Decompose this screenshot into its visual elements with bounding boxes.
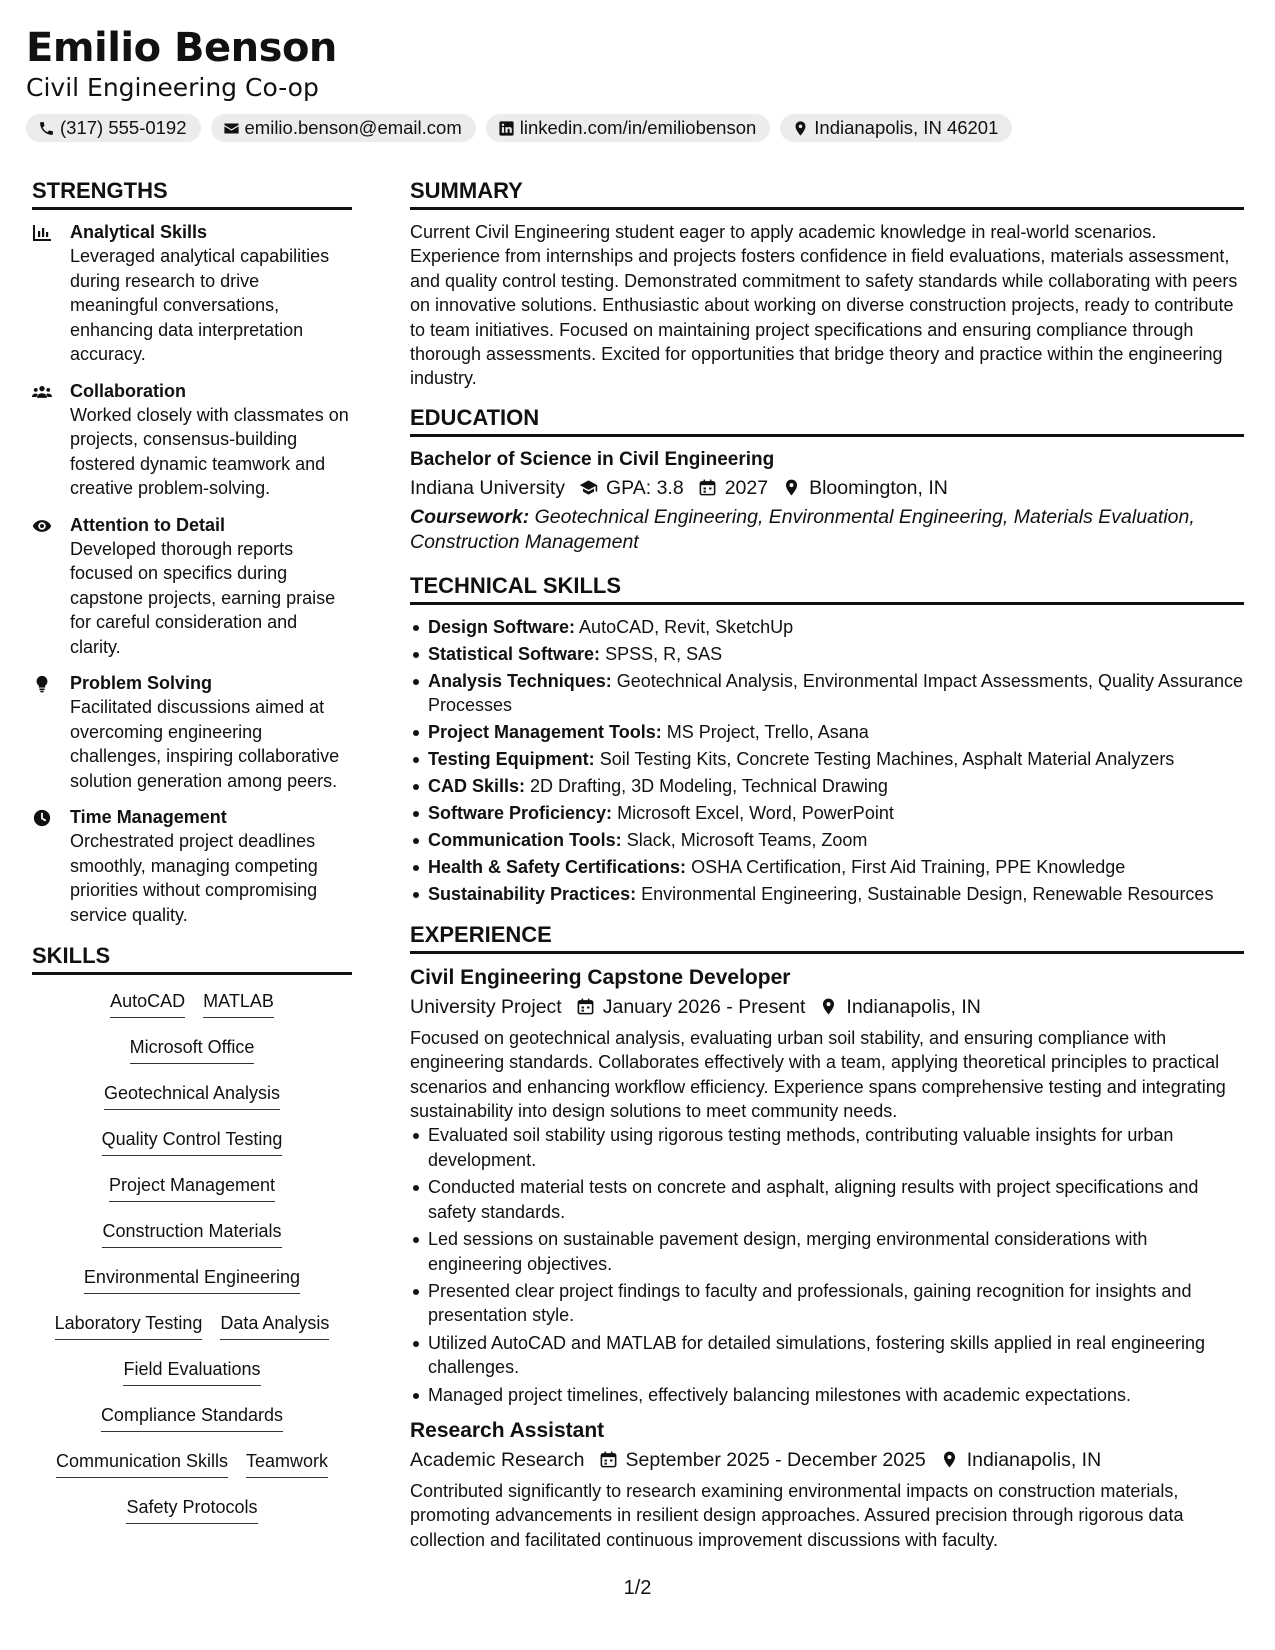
education-year: 2027 <box>724 476 769 499</box>
contact-linkedin-text: linkedin.com/in/emiliobenson <box>519 117 757 138</box>
map-pin-icon <box>819 997 838 1016</box>
education-coursework <box>410 505 1244 555</box>
calendar-icon <box>599 1450 618 1469</box>
education-meta <box>410 473 1244 503</box>
skill-tag: Data Analysis <box>220 1311 329 1340</box>
contact-location-text: Indianapolis, IN 46201 <box>814 117 999 138</box>
technical-skill-item <box>410 774 1244 798</box>
map-pin-icon <box>940 1450 959 1469</box>
calendar-icon <box>698 478 717 497</box>
phone-icon <box>38 120 55 137</box>
strength-desc: Developed thorough reports focused on specifics during capstone projects, earning praise for careful consideration and clarity. <box>70 538 336 657</box>
job-meta <box>410 1445 1244 1475</box>
contact-phone[interactable] <box>26 114 201 142</box>
experience-heading: EXPERIENCE <box>410 920 1244 954</box>
job-organization: University Project <box>410 995 562 1018</box>
job-bullet: Presented clear project findings to faculty and professionals, gaining recognition for insights and presentation style. <box>410 1279 1244 1328</box>
technical-skill-value: Environmental Engineering, Sustainable Design, Renewable Resources <box>641 883 1214 904</box>
skill-tag: Laboratory Testing <box>55 1311 203 1340</box>
education-location: Bloomington, IN <box>809 476 948 499</box>
job-bullet: Led sessions on sustainable pavement design, merging environmental considerations with engineering objectives. <box>410 1227 1244 1276</box>
job-bullet: Evaluated soil stability using rigorous testing methods, contributing valuable insights for urban development. <box>410 1123 1244 1172</box>
technical-skill-item <box>410 720 1244 744</box>
summary-text: Current Civil Engineering student eager to apply academic knowledge in real-world scenarios. Experience from internships and projects fosters confidence in field evaluations, materials assessment, and quality control testing. Demonstrated commitment to safety standards while collaborating with peers on innovative solutions. Enthusiastic about working on diverse construction projects, ready to contribute to team initiatives. Focused on maintaining project specifications and ensuring compliance through thorough assessments. Excited for opportunities that bridge theory and practice within the engineering industry. <box>410 222 1238 389</box>
contact-linkedin[interactable] <box>486 114 771 142</box>
lightbulb-icon <box>32 675 52 693</box>
technical-skill-value: Geotechnical Analysis, Environmental Impact Assessments, Quality Assurance Processes <box>428 670 1244 715</box>
skill-tag: Field Evaluations <box>123 1357 260 1386</box>
candidate-headline: Civil Engineering Co-op <box>26 73 319 102</box>
education-gpa: GPA: 3.8 <box>606 476 684 499</box>
skills-heading: SKILLS <box>32 941 352 975</box>
technical-skill-value: MS Project, Trello, Asana <box>666 721 869 742</box>
coursework-text: Geotechnical Engineering, Environmental Engineering, Materials Evaluation, Construction Management <box>410 505 1195 553</box>
resume-header <box>26 22 1246 142</box>
technical-skill-item <box>410 615 1244 639</box>
envelope-icon <box>223 120 240 137</box>
technical-skill-value: AutoCAD, Revit, SketchUp <box>579 616 794 637</box>
strength-title: Time Management <box>70 807 227 827</box>
education-degree: Bachelor of Science in Civil Engineering <box>410 448 775 470</box>
job-title: Civil Engineering Capstone Developer <box>410 965 791 989</box>
strength-title: Attention to Detail <box>70 514 225 535</box>
contact-bar <box>26 114 1246 142</box>
bar-chart-icon <box>32 224 52 242</box>
coursework-label: Coursework: <box>410 505 530 528</box>
technical-skill-value: Microsoft Excel, Word, PowerPoint <box>617 802 894 823</box>
eye-icon <box>32 517 52 535</box>
job-dates: September 2025 - December 2025 <box>625 1448 926 1471</box>
strength-desc: Facilitated discussions aimed at overcoming engineering challenges, inspiring collaborative solution generation among peers. <box>70 697 340 791</box>
strength-item <box>32 805 352 927</box>
technical-skill-label: Sustainability Practices: <box>428 883 637 904</box>
technical-skill-label: Software Proficiency: <box>428 802 613 823</box>
technical-skill-label: Statistical Software: <box>428 643 601 664</box>
job-description: Contributed significantly to research examining environmental impacts on construction materials, promoting advancements in resilient design approaches. Assured precision through rigorous data collection and facilitated continuous improvement discussions with faculty. <box>410 1480 1184 1550</box>
strength-title: Analytical Skills <box>70 222 208 242</box>
job-bullet: Managed project timelines, effectively balancing milestones with academic expectations. <box>410 1383 1244 1407</box>
job-bullet: Utilized AutoCAD and MATLAB for detailed simulations, fostering skills applied in real engineering challenges. <box>410 1331 1244 1380</box>
technical-skill-label: Design Software: <box>428 616 576 637</box>
left-column <box>32 176 352 1541</box>
skill-tag: Safety Protocols <box>126 1495 257 1524</box>
technical-skill-label: Health & Safety Certifications: <box>428 856 687 877</box>
users-icon <box>32 383 52 401</box>
technical-skill-item <box>410 669 1244 717</box>
skill-tag: Communication Skills <box>56 1449 228 1478</box>
map-pin-icon <box>792 120 809 137</box>
skill-tag: Construction Materials <box>102 1219 281 1248</box>
job-title: Research Assistant <box>410 1418 605 1442</box>
education-school: Indiana University <box>410 476 565 499</box>
technical-skills-list <box>410 615 1244 906</box>
technical-skill-label: Analysis Techniques: <box>428 670 612 691</box>
map-pin-icon <box>782 478 801 497</box>
technical-skill-label: Project Management Tools: <box>428 721 662 742</box>
technical-skill-value: 2D Drafting, 3D Modeling, Technical Drawing <box>530 775 888 796</box>
strength-item <box>32 379 352 501</box>
skill-tag: Compliance Standards <box>101 1403 283 1432</box>
skill-tag: AutoCAD <box>110 989 185 1018</box>
skill-tag: Teamwork <box>246 1449 328 1478</box>
strength-item <box>32 513 352 660</box>
technical-skill-item <box>410 882 1244 906</box>
job-meta <box>410 992 1244 1022</box>
strengths-heading: STRENGTHS <box>32 176 352 210</box>
contact-email-text: emilio.benson@email.com <box>244 117 462 138</box>
experience-list <box>410 964 1244 1552</box>
skill-tag: Microsoft Office <box>130 1035 255 1064</box>
technical-skill-value: SPSS, R, SAS <box>605 643 723 664</box>
technical-skill-value: Soil Testing Kits, Concrete Testing Machines, Asphalt Material Analyzers <box>599 748 1175 769</box>
strength-desc: Leveraged analytical capabilities during research to drive meaningful conversations, enhancing data interpretation accuracy. <box>70 246 330 364</box>
technical-skill-label: Testing Equipment: <box>428 748 595 769</box>
technical-skills-heading: TECHNICAL SKILLS <box>410 571 1244 605</box>
technical-skill-item <box>410 747 1244 771</box>
strength-title: Collaboration <box>70 380 186 401</box>
skill-tag: Geotechnical Analysis <box>104 1081 280 1110</box>
contact-email[interactable] <box>211 114 476 142</box>
job-dates: January 2026 - Present <box>602 995 806 1018</box>
candidate-name: Emilio Benson <box>26 25 337 71</box>
strength-desc: Orchestrated project deadlines smoothly, managing competing priorities without compromising service quality. <box>70 831 318 925</box>
job-description: Focused on geotechnical analysis, evaluating urban soil stability, and ensuring compliance with engineering standards. Collaborates effectively with a team, applying theoretical principles to practical scenarios and enhancing workflow efficiency. Experience spans comprehensive testing and integrating sustainability into design solutions to meet community needs. <box>410 1027 1226 1122</box>
experience-entry <box>410 964 1244 1407</box>
strength-item <box>32 220 352 367</box>
job-location: Indianapolis, IN <box>846 995 981 1018</box>
job-location: Indianapolis, IN <box>966 1448 1102 1471</box>
summary-heading: SUMMARY <box>410 176 1244 210</box>
strength-item <box>32 671 352 793</box>
strength-desc: Worked closely with classmates on projects, consensus-building fostered dynamic teamwork and creative problem-solving. <box>70 404 349 498</box>
skill-tag: MATLAB <box>203 989 274 1018</box>
technical-skill-item <box>410 801 1244 825</box>
job-bullet: Conducted material tests on concrete and asphalt, aligning results with project specifications and safety standards. <box>410 1175 1244 1224</box>
contact-phone-text: (317) 555-0192 <box>60 117 187 138</box>
technical-skill-label: Communication Tools: <box>428 829 622 850</box>
right-column <box>410 176 1244 1552</box>
job-organization: Academic Research <box>410 1448 585 1471</box>
job-bullets <box>410 1123 1244 1406</box>
technical-skill-item <box>410 828 1244 852</box>
page-indicator: 1/2 <box>623 1577 652 1599</box>
linkedin-icon <box>498 120 515 137</box>
technical-skill-label: CAD Skills: <box>428 775 526 796</box>
skills-list <box>32 985 352 1541</box>
graduation-cap-icon <box>579 478 598 497</box>
technical-skill-value: OSHA Certification, First Aid Training, PPE Knowledge <box>691 856 1126 877</box>
contact-location <box>780 114 1012 142</box>
strength-title: Problem Solving <box>70 673 213 693</box>
education-heading: EDUCATION <box>410 403 1244 437</box>
experience-entry <box>410 1417 1244 1552</box>
technical-skill-item <box>410 642 1244 666</box>
technical-skill-value: Slack, Microsoft Teams, Zoom <box>626 829 868 850</box>
clock-icon <box>32 809 52 827</box>
calendar-icon <box>576 997 595 1016</box>
technical-skill-item <box>410 855 1244 879</box>
skill-tag: Quality Control Testing <box>102 1127 283 1156</box>
skill-tag: Project Management <box>109 1173 275 1202</box>
skill-tag: Environmental Engineering <box>84 1265 300 1294</box>
